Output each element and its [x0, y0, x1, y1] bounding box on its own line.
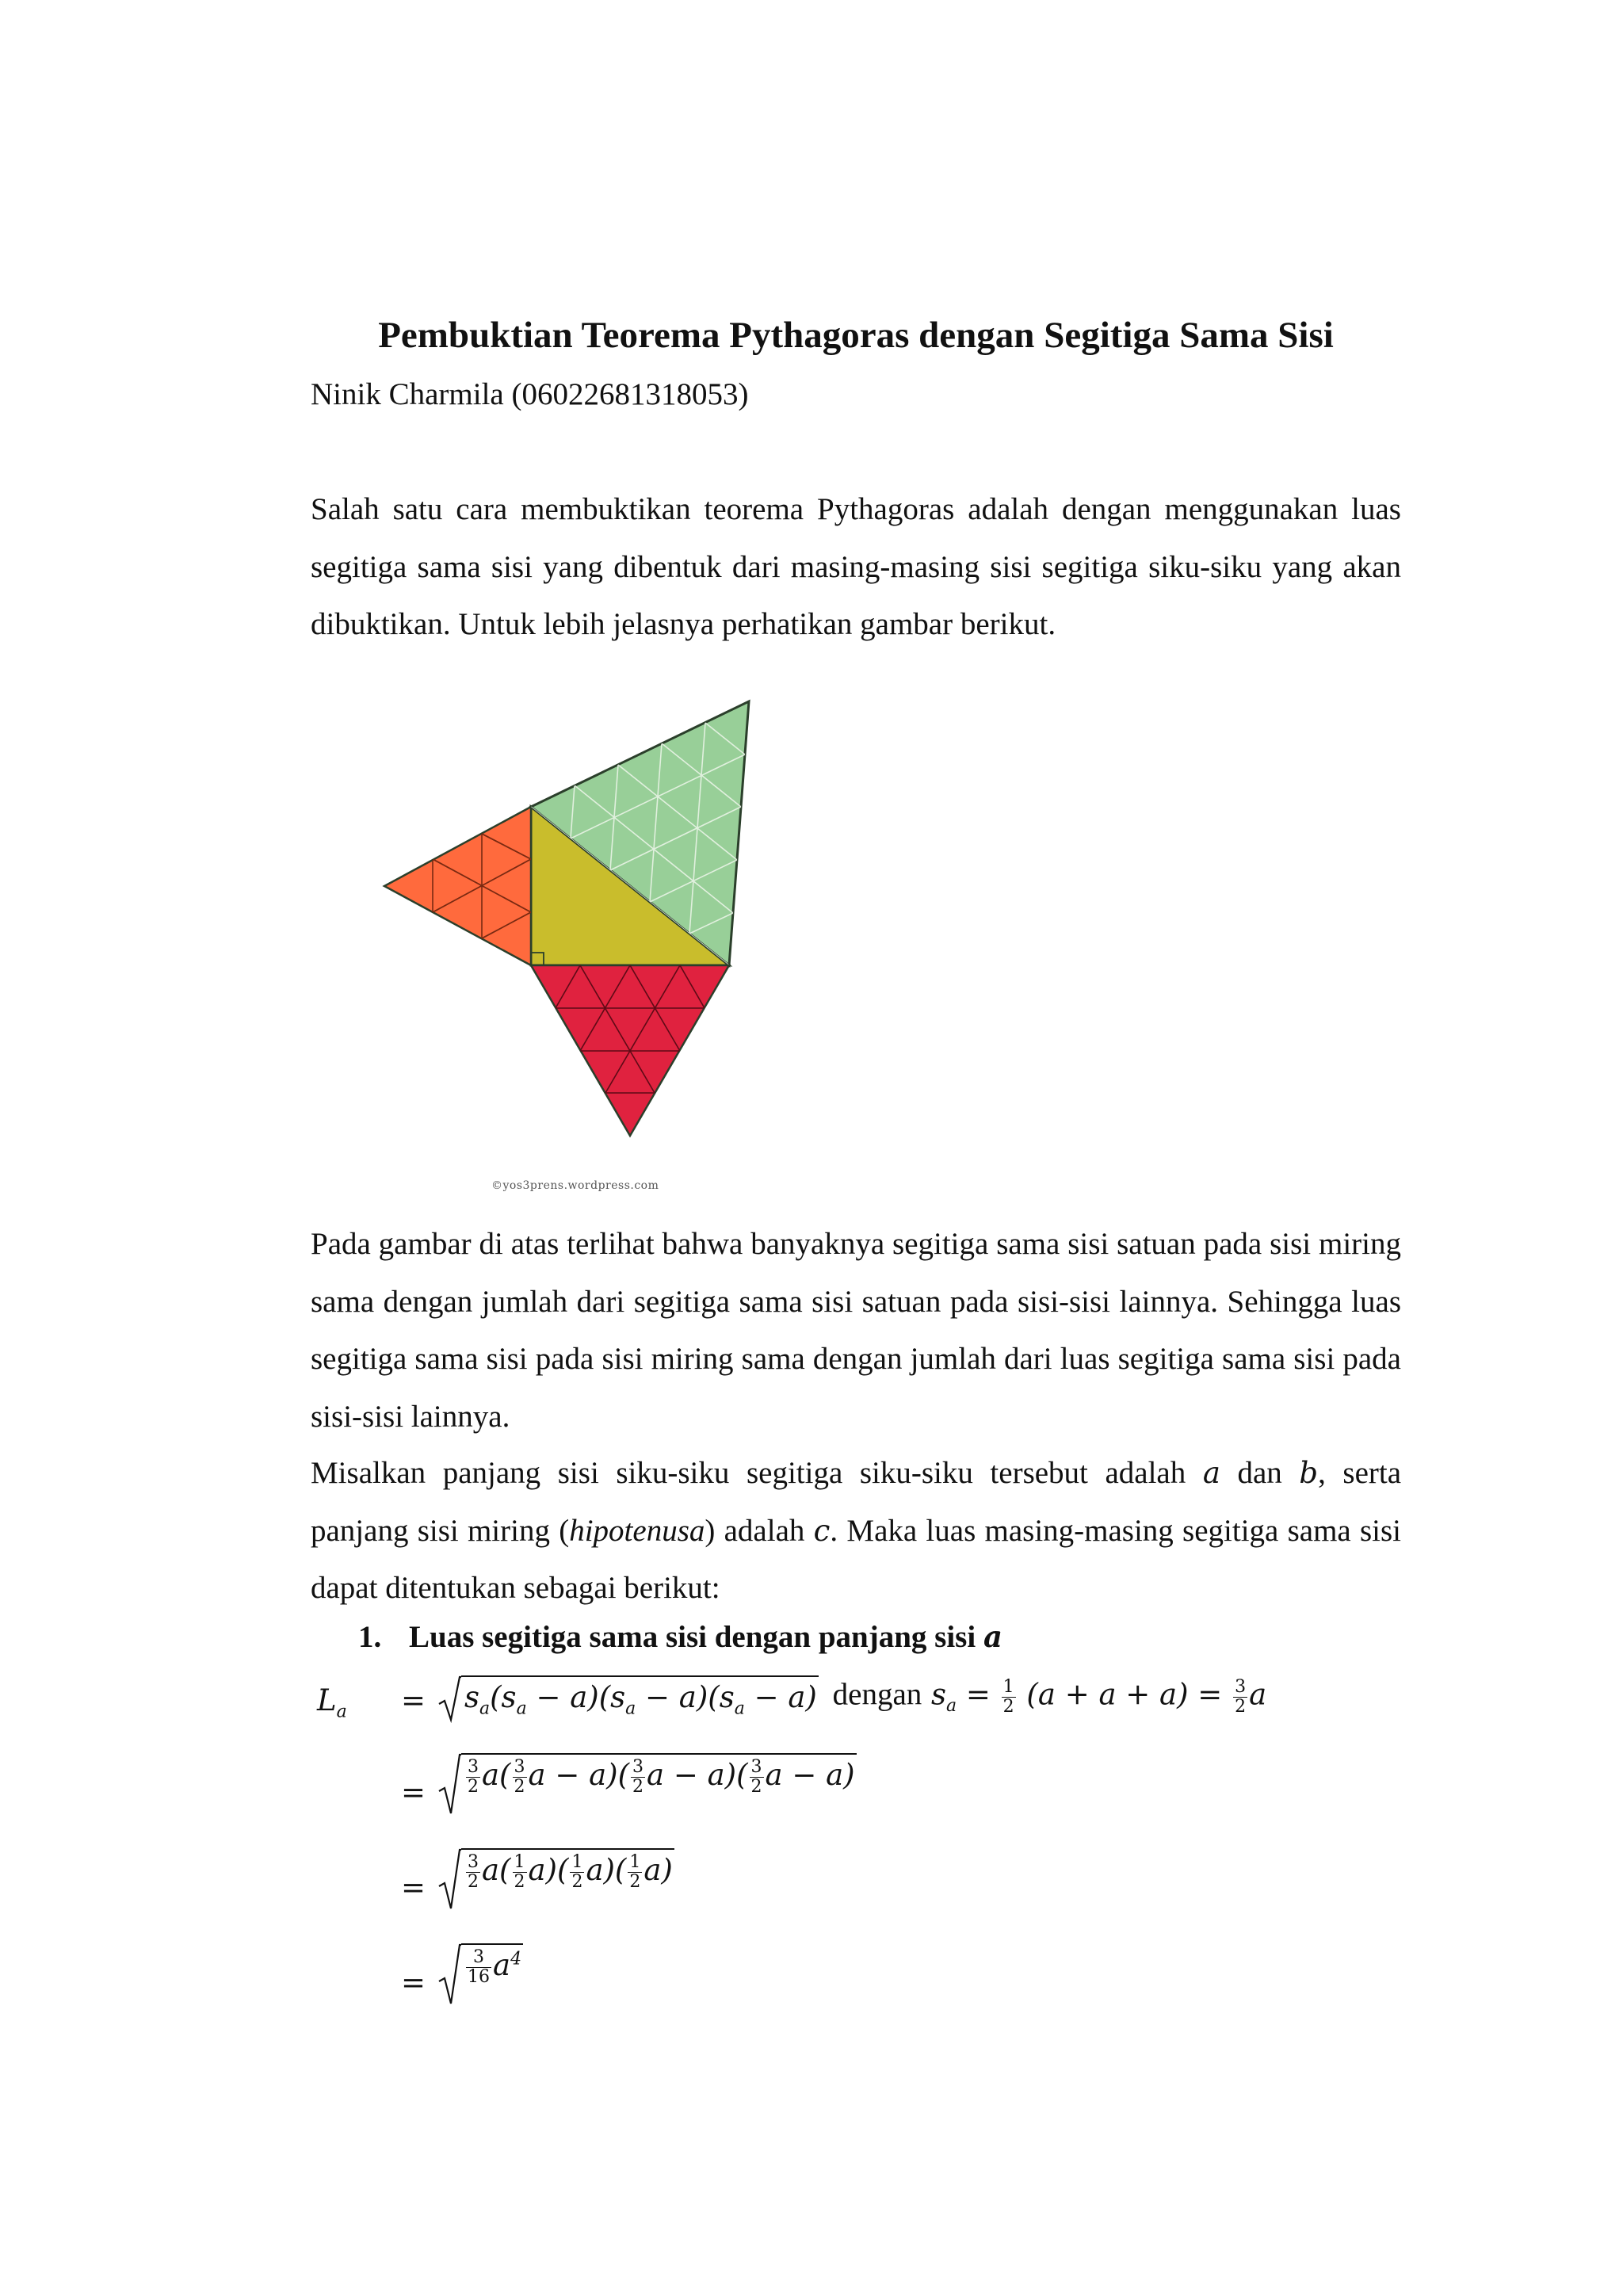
text-span: . Maka luas masing-masing segitiga sama sisi dapat ditentukan sebagai berikut:	[311, 1513, 1402, 1605]
document-title: Pembuktian Teorema Pythagoras dengan Segitiga Sama Sisi	[378, 315, 1334, 356]
heading-number: 1.	[358, 1620, 382, 1654]
equals-sign: =	[401, 1775, 426, 1809]
sqrt: $\frac{3}{2}$ a( $\frac{1}{2}$ a)( $\frac{1}{2}$ a)( $\frac{1}{2}$ a)	[437, 1848, 679, 1892]
area-symbol	[317, 1683, 347, 1721]
radical-sign	[437, 1943, 461, 2007]
intro-paragraph: Salah satu cara membuktikan teorema Pythagoras adalah dengan menggunakan luas segitiga sama sisi yang dibentuk dari masing-masing sisi segitiga siku-siku yang akan dibuktikan. Untuk lebih jelasnya perhatikan gambar berikut.	[311, 492, 1401, 641]
equals-sign: =	[401, 1966, 426, 2000]
equals-sign: =	[401, 1683, 426, 1717]
var-a: a	[1202, 1456, 1220, 1490]
lhs-subscript: a	[336, 1702, 347, 1722]
radical-sign	[437, 1675, 461, 1723]
bottom-equilateral-triangle	[531, 965, 729, 1136]
text-span: Misalkan panjang sisi siku-siku segitiga siku-siku tersebut adalah	[311, 1456, 1186, 1490]
text-span: , serta panjang sisi miring (	[311, 1456, 1402, 1548]
hypotenuse-term: hipotenusa	[569, 1513, 705, 1548]
heading-var: a	[983, 1619, 1002, 1654]
substitution-step	[437, 1753, 861, 1797]
result-step	[437, 1943, 528, 1987]
section-heading	[358, 1609, 1002, 1665]
text-span: ) adalah	[705, 1513, 805, 1548]
author-line: Ninik Charmila (06022681318053)	[311, 377, 749, 411]
sqrt: $\frac{3}{16}$ $a^4$	[437, 1943, 528, 1987]
fraction: $\frac{1}{2}$	[1002, 1676, 1014, 1717]
small-equilateral-triangle	[384, 807, 531, 965]
explanation-paragraph: Pada gambar di atas terlihat bahwa banyaknya segitiga sama sisi satuan pada sisi miring sama dengan jumlah dari segitiga sama sisi satuan pada sisi-sisi lainnya. Sehingga luas segitiga sama sisi pada sisi miring sama dengan jumlah dari luas segitiga sama sisi pada sisi-sisi lainnya.	[311, 1227, 1401, 1434]
sqrt: $s_a(s_a - a)(s_a - a)(s_a - a)$	[437, 1675, 823, 1718]
var-b: b	[1299, 1456, 1319, 1490]
lhs-letter: L	[317, 1683, 337, 1717]
equals-sign: =	[401, 1870, 426, 1904]
heading-text: Luas segitiga sama sisi dengan panjang sisi	[409, 1620, 976, 1654]
pythagoras-figure	[380, 688, 792, 1213]
figure-credit: ©yos3prens.wordpress.com	[491, 1179, 659, 1192]
text-span: dan	[1237, 1456, 1282, 1490]
sqrt: $\frac{3}{2}$ a( $\frac{3}{2}$ a − a)( $\frac{3}{2}$ a − a)( $\frac{3}{2}$ a − a)	[437, 1753, 861, 1797]
assumption-paragraph	[311, 1445, 1401, 1618]
heron-formula: $s_a(s_a - a)(s_a - a)(s_a - a)$ dengan $s_a$ = $\frac{1}{2}$ (a + a + a) = $\frac{3}{2}$ a	[437, 1675, 1266, 1718]
var-c: c	[813, 1513, 831, 1548]
radical-sign	[437, 1848, 461, 1912]
simplification-step	[437, 1848, 679, 1892]
dengan-word: dengan	[832, 1677, 922, 1712]
fraction: $\frac{3}{2}$	[1235, 1676, 1247, 1717]
radical-sign	[437, 1753, 461, 1817]
